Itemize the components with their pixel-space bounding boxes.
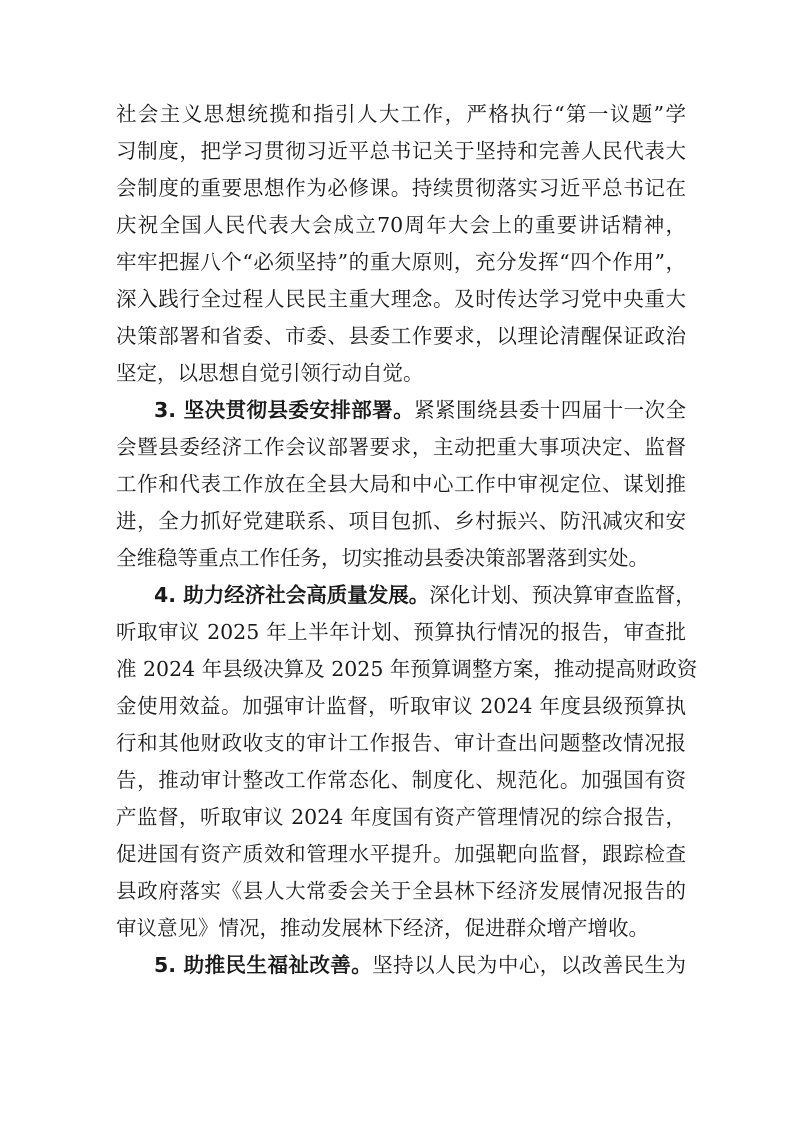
text-line: 县政府落实《县人大常委会关于全县林下经济发展情况报告的 <box>116 879 686 903</box>
text-line: 会暨县委经济工作会议部署要求，主动把重大事项决定、监督 <box>116 435 686 459</box>
text-line: 进，全力抓好党建联系、项目包抓、乡村振兴、防汛减灾和安 <box>116 509 686 533</box>
text-line: 准 2024 年县级决算及 2025 年预算调整方案，推动提高财政资 <box>116 657 698 681</box>
paragraph-economic-development <box>116 577 698 947</box>
text-line <box>116 577 696 614</box>
text-line: 促进国有资产质效和管理水平提升。加强靶向监督，跟踪检查 <box>116 842 686 866</box>
paragraph-county-committee <box>116 392 686 577</box>
text-line: 行和其他财政收支的审计工作报告、审计查出问题整改情况报 <box>116 731 686 755</box>
text-line: 全维稳等重点工作任务，切实推动县委决策部署落到实处。 <box>116 546 649 570</box>
text-line: 告，推动审计整改工作常态化、制度化、规范化。加强国有资 <box>116 768 686 792</box>
text-line: 会制度的重要思想作为必修课。持续贯彻落实习近平总书记在 <box>116 176 686 200</box>
text-line: 产监督，听取审议 2024 年度国有资产管理情况的综合报告， <box>116 805 686 829</box>
paragraph-livelihood <box>116 947 686 984</box>
text-line: 审议意见》情况，推动发展林下经济，促进群众增产增收。 <box>116 916 649 940</box>
paragraph-ideology <box>116 96 686 392</box>
text-line <box>116 392 686 429</box>
text-line: 金使用效益。加强审计监督，听取审议 2024 年度县级预算执 <box>116 694 686 718</box>
document-body <box>116 96 698 984</box>
section-heading: 3. 坚决贯彻县委安排部署。 <box>154 398 415 422</box>
heading-continuation: 坚持以人民为中心，以改善民生为 <box>372 953 686 977</box>
text-line: 社会主义思想统揽和指引人大工作，严格执行“第一议题”学 <box>116 102 686 126</box>
text-line: 深入践行全过程人民民主重大理念。及时传达学习党中央重大 <box>116 287 686 311</box>
text-line: 习制度，把学习贯彻习近平总书记关于坚持和完善人民代表大 <box>116 139 686 163</box>
text-line: 决策部署和省委、市委、县委工作要求，以理论清醒保证政治 <box>116 324 686 348</box>
text-line: 牢牢把握八个“必须坚持”的重大原则，充分发挥“四个作用”， <box>116 250 686 274</box>
section-heading: 5. 助推民生福祉改善。 <box>154 953 373 977</box>
heading-continuation: 紧紧围绕县委十四届十一次全 <box>414 398 686 422</box>
section-heading: 4. 助力经济社会高质量发展。 <box>154 583 430 607</box>
heading-continuation: 深化计划、预决算审查监督， <box>429 583 696 607</box>
text-line: 工作和代表工作放在全县大局和中心工作中审视定位、谋划推 <box>116 472 686 496</box>
text-line: 庆祝全国人民代表大会成立70周年大会上的重要讲话精神， <box>116 213 686 237</box>
text-line: 坚定，以思想自觉引领行动自觉。 <box>116 361 424 385</box>
text-line <box>116 947 686 984</box>
text-line: 听取审议 2025 年上半年计划、预算执行情况的报告，审查批 <box>116 620 686 644</box>
